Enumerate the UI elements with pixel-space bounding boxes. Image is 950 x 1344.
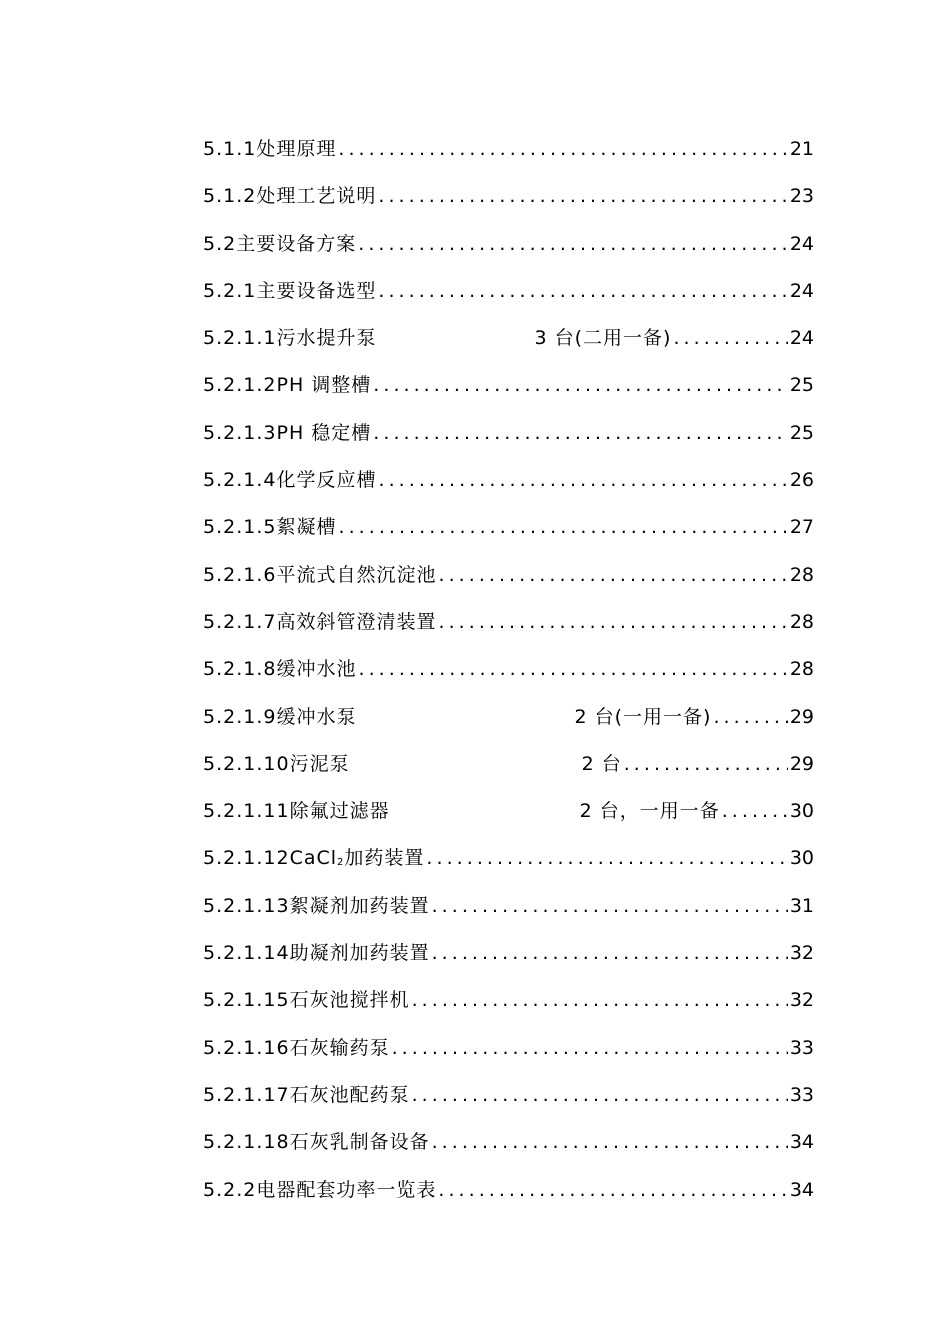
toc-entry[interactable]: [203, 930, 814, 977]
toc-number: 5.2.1.16: [203, 1036, 290, 1059]
toc-title: 助凝剂加药装置: [289, 942, 430, 965]
toc-page-number: 26: [789, 469, 814, 492]
dot-leader: [379, 457, 788, 504]
toc-entry[interactable]: [203, 315, 814, 362]
dot-leader: [673, 315, 787, 362]
toc-number: 5.2.1.2: [203, 374, 277, 397]
toc-page-number: 34: [789, 1178, 814, 1201]
toc-entry[interactable]: [203, 552, 814, 599]
toc-page-number: 27: [789, 516, 814, 539]
toc-page-number: 24: [789, 327, 814, 350]
toc-note: 2 台(一用一备): [574, 705, 712, 728]
toc-entry[interactable]: [203, 221, 814, 268]
toc-page-number: 30: [789, 847, 814, 870]
toc-number: 5.2.1.1: [203, 327, 277, 350]
toc-title: 絮凝剂加药装置: [289, 894, 430, 917]
toc-title: [290, 835, 425, 886]
toc-title: 石灰输药泵: [289, 1036, 390, 1059]
toc-title: 石灰池搅拌机: [289, 989, 410, 1012]
toc-note: 2 台: [581, 752, 622, 775]
toc-title: 电器配套功率一览表: [256, 1178, 437, 1201]
toc-entry[interactable]: [203, 1025, 814, 1072]
toc-page-number: 24: [789, 279, 814, 302]
dot-leader: [439, 599, 788, 646]
toc-title: 除氟过滤器: [289, 800, 390, 823]
toc-number: 5.2.1.5: [203, 516, 277, 539]
toc-number: 5.2.1.17: [203, 1083, 290, 1106]
toc-number: 5.2.1.13: [203, 894, 290, 917]
toc-entry[interactable]: [203, 694, 814, 741]
toc-number: 5.1.1: [203, 138, 257, 160]
toc-page-number: 32: [789, 942, 814, 965]
toc-entry[interactable]: [203, 362, 814, 409]
toc-title-text: 加药装置: [344, 847, 425, 870]
toc-page-number: 25: [789, 374, 814, 397]
toc-title-subscript: 2: [337, 857, 345, 869]
toc-number: 5.2.2: [203, 1178, 257, 1201]
toc-number: 5.2.1.3: [203, 421, 277, 444]
toc-number: 5.1.2: [203, 185, 257, 208]
toc-title: 主要设备选型: [256, 279, 377, 302]
toc-page-number: 28: [789, 610, 814, 633]
toc-page-number: 21: [789, 138, 814, 160]
toc-entry[interactable]: [203, 788, 814, 835]
toc-page-number: 25: [789, 421, 814, 444]
toc-entry[interactable]: [203, 173, 814, 220]
toc-page-number: 29: [789, 752, 814, 775]
toc-title: 化学反应槽: [276, 469, 377, 492]
toc-title: PH 调整槽: [276, 374, 372, 397]
toc-title: 石灰池配药泵: [289, 1083, 410, 1106]
dot-leader: [432, 883, 788, 930]
dot-leader: [624, 741, 788, 788]
toc-title: 处理原理: [256, 138, 337, 160]
toc-page-number: 29: [789, 705, 814, 728]
dot-leader: [358, 221, 788, 268]
toc-entry[interactable]: [203, 1072, 814, 1119]
dot-leader: [359, 646, 788, 693]
toc-entry[interactable]: [203, 599, 814, 646]
toc-number: 5.2.1.9: [203, 705, 277, 728]
toc-page-number: 30: [789, 800, 814, 823]
toc-entry[interactable]: [203, 126, 814, 173]
dot-leader: [722, 788, 788, 835]
toc-entry[interactable]: [203, 883, 814, 930]
dot-leader: [432, 930, 788, 977]
toc-number: 5.2.1: [203, 279, 257, 302]
toc-title: 平流式自然沉淀池: [276, 563, 437, 586]
toc-number: 5.2.1.15: [203, 989, 290, 1012]
dot-leader: [373, 410, 788, 457]
toc-title: 缓冲水池: [276, 658, 357, 681]
toc-entry[interactable]: [203, 1167, 814, 1214]
dot-leader: [373, 362, 788, 409]
toc-number: 5.2.1.4: [203, 469, 277, 492]
toc-number: 5.2.1.6: [203, 563, 277, 586]
toc-number: 5.2.1.11: [203, 800, 290, 823]
dot-leader: [713, 694, 787, 741]
toc-page-number: 23: [789, 185, 814, 208]
toc-page-number: 33: [789, 1083, 814, 1106]
toc-number: 5.2.1.10: [203, 752, 290, 775]
table-of-contents: [203, 126, 814, 1214]
dot-leader: [412, 977, 788, 1024]
toc-number: 5.2.1.12: [203, 847, 290, 870]
dot-leader: [439, 552, 788, 599]
toc-entry[interactable]: [203, 646, 814, 693]
toc-number: 5.2.1.18: [203, 1131, 290, 1154]
dot-leader: [378, 173, 787, 220]
toc-entry[interactable]: [203, 410, 814, 457]
toc-page-number: 28: [789, 658, 814, 681]
toc-page-number: 28: [789, 563, 814, 586]
toc-number: 5.2.1.7: [203, 610, 277, 633]
toc-note: 3 台(二用一备): [534, 327, 672, 350]
toc-title: 主要设备方案: [236, 232, 357, 255]
toc-title: 石灰乳制备设备: [289, 1131, 430, 1154]
toc-page-number: 33: [789, 1036, 814, 1059]
toc-note: 2 台，一用一备: [579, 800, 720, 823]
dot-leader: [338, 126, 787, 173]
toc-title: 污泥泵: [289, 752, 350, 775]
toc-number: 5.2.1.8: [203, 658, 277, 681]
toc-number: 5.2: [203, 232, 237, 255]
dot-leader: [426, 835, 787, 882]
toc-entry[interactable]: [203, 741, 814, 788]
dot-leader: [412, 1072, 788, 1119]
toc-number: 5.2.1.14: [203, 942, 290, 965]
toc-entry[interactable]: [203, 504, 814, 551]
toc-page-number: 31: [789, 894, 814, 917]
toc-title: 处理工艺说明: [256, 185, 377, 208]
toc-title: 缓冲水泵: [276, 705, 357, 728]
toc-entry[interactable]: [203, 1119, 814, 1166]
toc-page-number: 32: [789, 989, 814, 1012]
toc-entry[interactable]: [203, 268, 814, 315]
toc-entry[interactable]: [203, 835, 814, 882]
toc-entry[interactable]: [203, 457, 814, 504]
toc-title: PH 稳定槽: [276, 421, 372, 444]
toc-title: 污水提升泵: [276, 327, 377, 350]
dot-leader: [378, 268, 787, 315]
dot-leader: [432, 1119, 788, 1166]
toc-page-number: 34: [789, 1131, 814, 1154]
toc-page-number: 24: [789, 232, 814, 255]
dot-leader: [392, 1025, 788, 1072]
toc-title-formula: CaCl: [289, 847, 338, 870]
toc-entry[interactable]: [203, 977, 814, 1024]
dot-leader: [438, 1167, 787, 1214]
dot-leader: [339, 504, 788, 551]
toc-title: 高效斜管澄清装置: [276, 610, 437, 633]
toc-title: 絮凝槽: [276, 516, 337, 539]
